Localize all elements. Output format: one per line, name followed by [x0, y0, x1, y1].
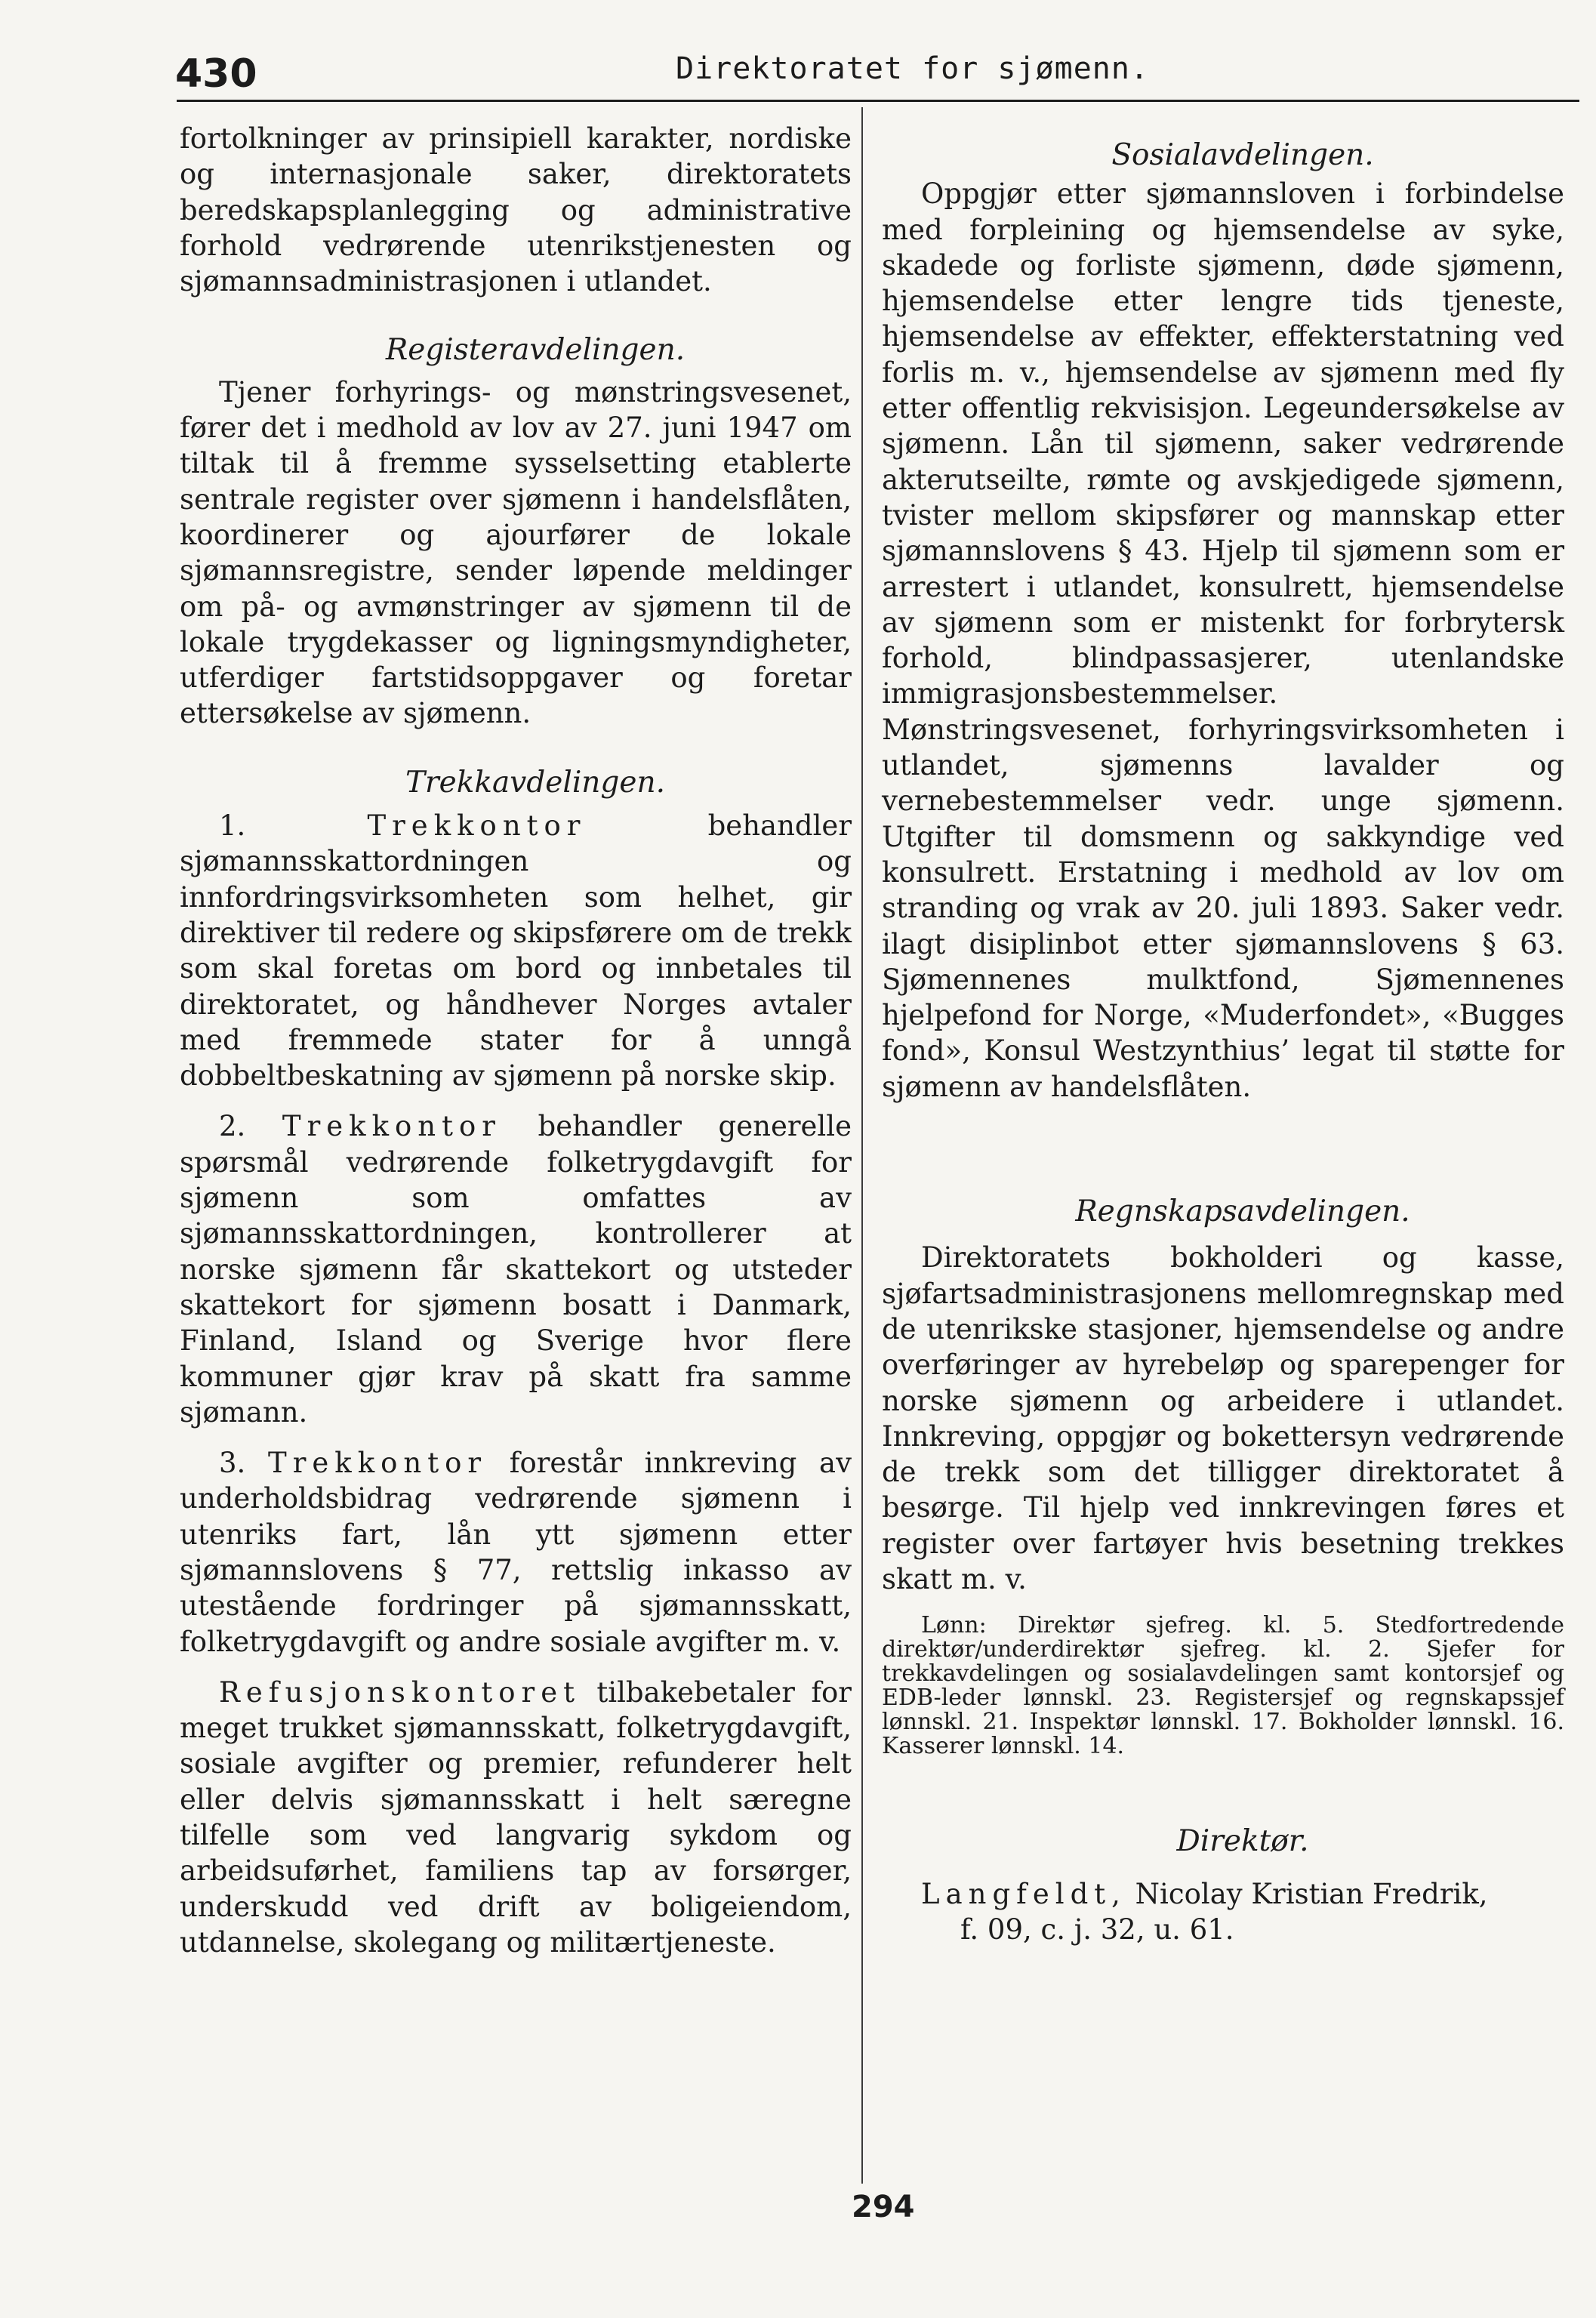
director-surname: Langfeldt, [921, 1877, 1126, 1910]
office-name: Trekkontor [282, 1110, 501, 1143]
item-text: forestår innkreving av underholdsbidrag vedrørende sjømenn i utenriks fart, lån ytt sjømenn etter sjømannslovens § 77, rettslig inkasso av utestående fordringer på sjømannsskatt, folketrygdavgift og andre sosiale avgifter m. v. [180, 1447, 852, 1658]
header-rule [177, 100, 1579, 102]
item-number: 1. [219, 809, 246, 843]
director-details: f. 09, c. j. 32, u. 61. [960, 1913, 1234, 1946]
section-heading-direktor: Direktør. [1176, 1824, 1309, 1859]
left-column [180, 121, 852, 1960]
section-heading-regnskap: Regnskapsavdelingen. [1075, 1194, 1410, 1229]
page-header [175, 44, 1579, 104]
item-text: behandler sjømannsskattordningen og innfordringsvirksomheten som helhet, gir direktiver til redere og skipsførere om de trekk som skal foretas om bord og innbetales til direktoratet, og håndhever Norges avtaler med fremmede stater for å unngå dobbeltbeskatning av sjømenn på norske skip. [180, 809, 852, 1093]
office-name: Trekkontor [367, 809, 587, 843]
item-text: behandler generelle spørsmål vedrørende folketrygdavgift for sjømenn som omfattes av sjømannsskattordningen, kontrollerer at norske sjømenn får skattekort og utsteder skattekort for sjømenn bosatt i Danmark, Finland, Island og Sverige hvor flere kommuner gjør krav på skatt fra samme sjømann. [180, 1110, 852, 1429]
footer-page-number: 294 [852, 2190, 915, 2224]
director-entry [882, 1876, 1564, 1912]
refusjon-paragraph [180, 1675, 852, 1960]
trekk-paragraph-1 [180, 808, 852, 1093]
section-heading-sosial: Sosialavdelingen. [1111, 138, 1374, 172]
trekk-paragraph-2 [180, 1108, 852, 1430]
office-name: Trekkontor [268, 1447, 488, 1480]
page-number: 430 [175, 51, 257, 97]
item-number: 2. [219, 1110, 246, 1143]
section-heading-trekk: Trekkavdelingen. [405, 765, 665, 800]
salary-note: Lønn: Direktør sjefreg. kl. 5. Stedfortredende direktør/underdirektør sjefreg. kl. 2. Sjefer for trekkavdelingen og sosialavdelingen samt kontorsjef og EDB-leder lønnskl. 23. Registersjef og regnskapssjef lønnskl. 21. Inspektør lønnskl. 17. Bokholder lønnskl. 16. Kasserer lønnskl. 14. [882, 1612, 1564, 1760]
right-column [882, 121, 1564, 1947]
item-text: tilbakebetaler for meget trukket sjømannsskatt, folketrygdavgift, sosiale avgifter og premier, refunderer helt eller delvis sjømannsskatt i helt særegne tilfelle som ved langvarig sykdom og arbeidsuførhet, familiens tap av forsørger, underskudd ved drift av boligeiendom, utdannelse, skolegang og militærtjeneste. [180, 1675, 852, 1959]
regnskap-paragraph: Direktoratets bokholderi og kasse, sjøfartsadministrasjonens mellomregnskap med de utenrikske stasjoner, hjemsendelse og andre overføringer av hyrebeløp og sparepenger for norske sjømenn og arbeidere i utlandet. Innkreving, oppgjør og bokettersyn vedrørende de trekk som det tilligger direktoratet å besørge. Til hjelp ved innkrevingen føres et register over fartøyer hvis besetning trekkes skatt m. v. [882, 1241, 1564, 1595]
section-heading-register: Registeravdelingen. [385, 333, 686, 368]
register-paragraph: Tjener forhyrings- og mønstringsvesenet, fører det i medhold av lov av 27. juni 1947 om tiltak til å fremme sysselsetting etablerte sentrale register over sjømenn i handelsflåten, koordinerer og ajourfører de lokale sjømannsregistre, sender løpende meldinger om på- og avmønstringer av sjømenn til de lokale trygdekasser og ligningsmyndigheter, utferdiger fartstidsoppgaver og foretar ettersøkelse av sjømenn. [180, 375, 852, 730]
column-divider [861, 107, 863, 2184]
item-number: 3. [219, 1447, 246, 1480]
trekk-paragraph-3 [180, 1445, 852, 1660]
sosial-paragraph: Oppgjør etter sjømannsloven i forbindelse med forpleining og hjemsendelse av syke, skadede og forliste sjømenn, døde sjømenn, hjemsendelse etter lengre tids tjeneste, hjemsendelse av effekter, effekterstatning ved forlis m. v., hjemsendelse av sjømenn med fly etter offentlig rekvisisjon. Legeundersøkelse av sjømenn. Lån til sjømenn, saker vedrørende akterutseilte, rømte og avskjedigede sjømenn, tvister mellom skipsfører og mannskap etter sjømannslovens § 43. Hjelp til sjømenn som er arrestert i utlandet, konsulrett, hjemsendelse av sjømenn som er mistenkt for forbrytersk forhold, blindpassasjerer, utenlandske immigrasjonsbestemmelser. Mønstringsvesenet, forhyringsvirksomheten i utlandet, sjømenns lavalder og vernebestemmelser vedr. unge sjømenn. Utgifter til domsmenn og sakkyndige ved konsulrett. Erstatning i medhold av lov om stranding og vrak av 20. juli 1893. Saker vedr. ilagt disiplinbot etter sjømannslovens § 63. Sjømennenes mulktfond, Sjømennenes hjelpefond for Norge, «Muderfondet», «Bugges fond», Konsul Westzynthius’ legat til støtte for sjømenn av handelsflåten. [882, 177, 1564, 1103]
office-name: Refusjonskontoret [219, 1675, 581, 1709]
director-given-names: Nicolay Kristian Fredrik, [1135, 1877, 1488, 1910]
intro-paragraph: fortolkninger av prinsipiell karakter, nordiske og internasjonale saker, direktoratets beredskapsplanlegging og administrative forhold vedrørende utenrikstjenesten og sjømannsadministrasjonen i utlandet. [180, 122, 852, 298]
running-title: Direktoratet for sjømenn. [676, 51, 1150, 86]
